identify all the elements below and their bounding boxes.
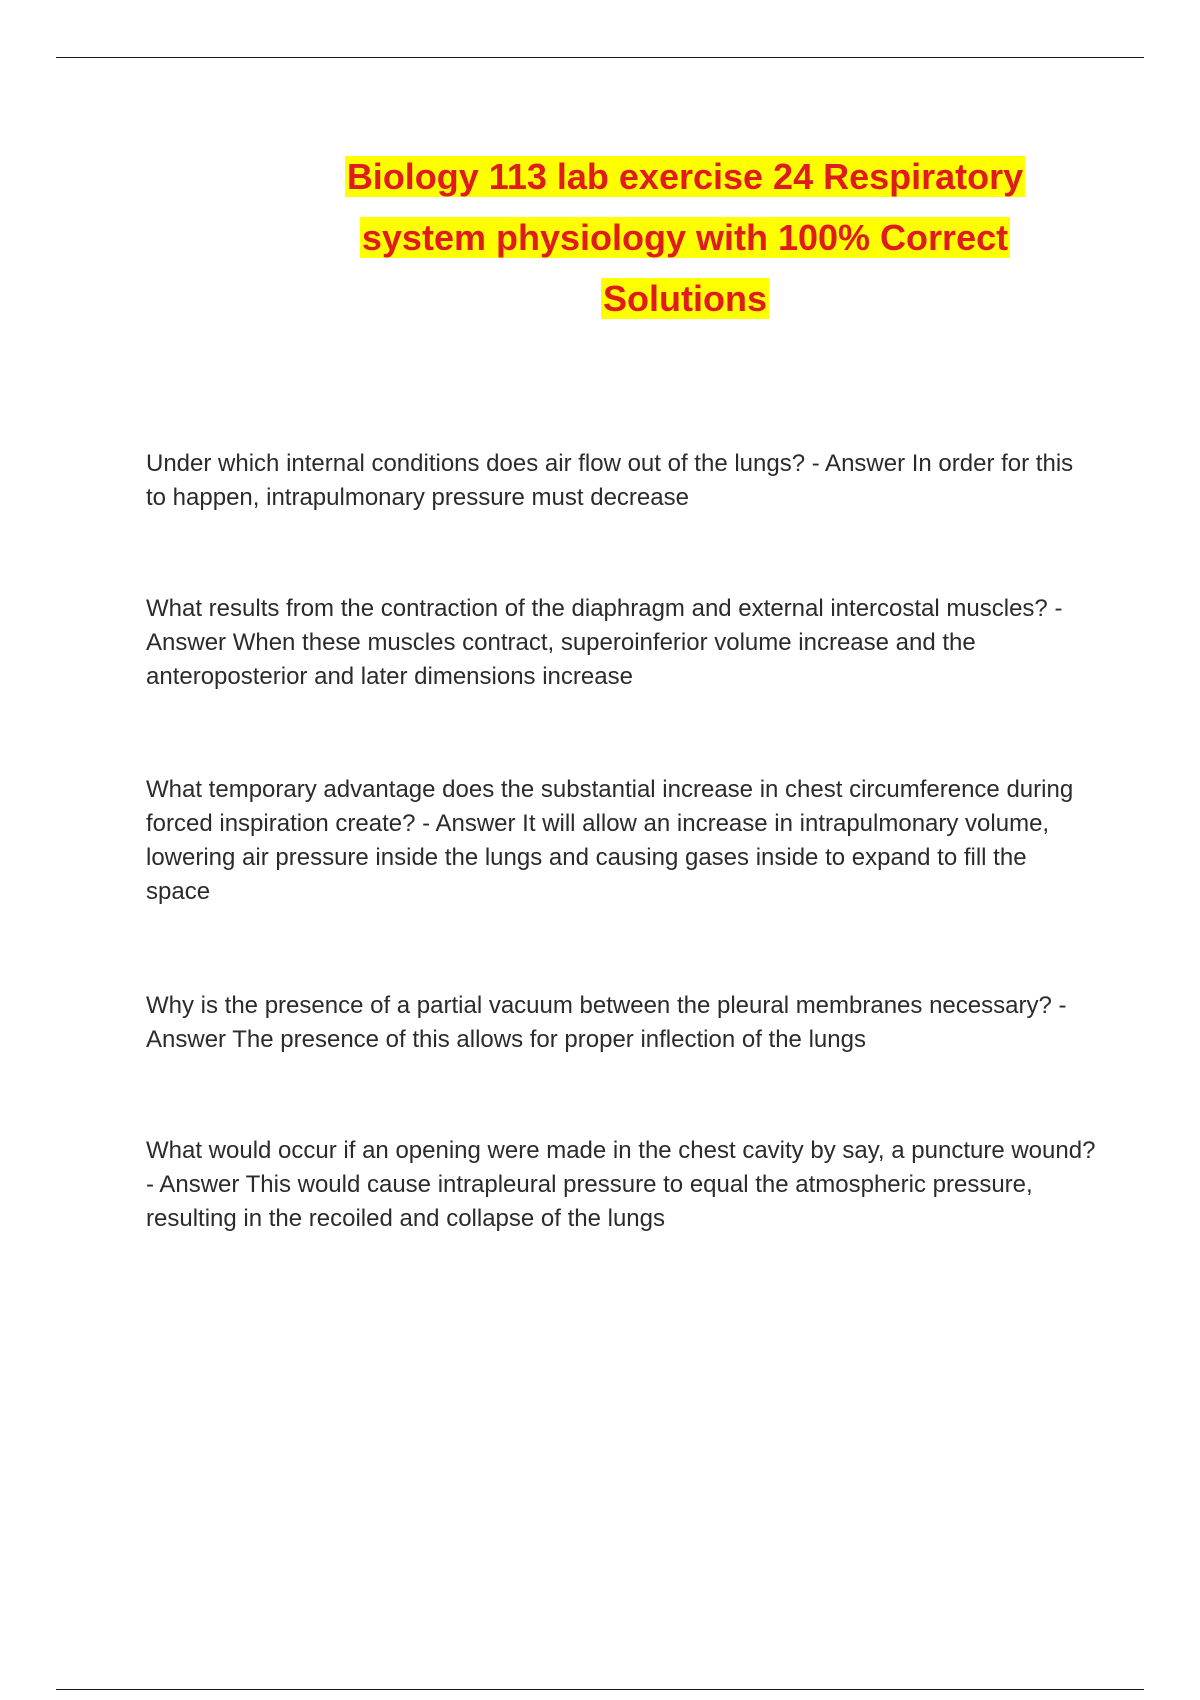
- top-divider: [56, 57, 1144, 58]
- qa-item-1: Under which internal conditions does air flow out of the lungs? - Answer In order for this to happen, intrapulmonary pressure must decrease: [146, 450, 1074, 511]
- qa-item-4: Why is the presence of a partial vacuum between the pleural membranes necessary? - Answer The presence of this allows for proper inflection of the lungs: [146, 992, 1067, 1053]
- document-title-text: Biology 113 lab exercise 24 Respiratory system physiology with 100% Correct Solutions: [346, 156, 1024, 319]
- bottom-divider: [56, 1689, 1144, 1690]
- document-title: [320, 150, 1050, 333]
- qa-item-2: What results from the contraction of the diaphragm and external intercostal muscles? - Answer When these muscles contract, superoinferior volume increase and the anteroposterior and later dimensions increase: [146, 595, 1063, 690]
- qa-item-5: What would occur if an opening were made in the chest cavity by say, a puncture wound? - Answer This would cause intrapleural pressure to equal the atmospheric pressure, resulting in the recoiled and collapse of the lungs: [146, 1137, 1096, 1232]
- qa-item-3: What temporary advantage does the substantial increase in chest circumference during forced inspiration create? - Answer It will allow an increase in intrapulmonary volume, lowering air pressure inside the lungs and causing gases inside to expand to fill the space: [146, 776, 1074, 905]
